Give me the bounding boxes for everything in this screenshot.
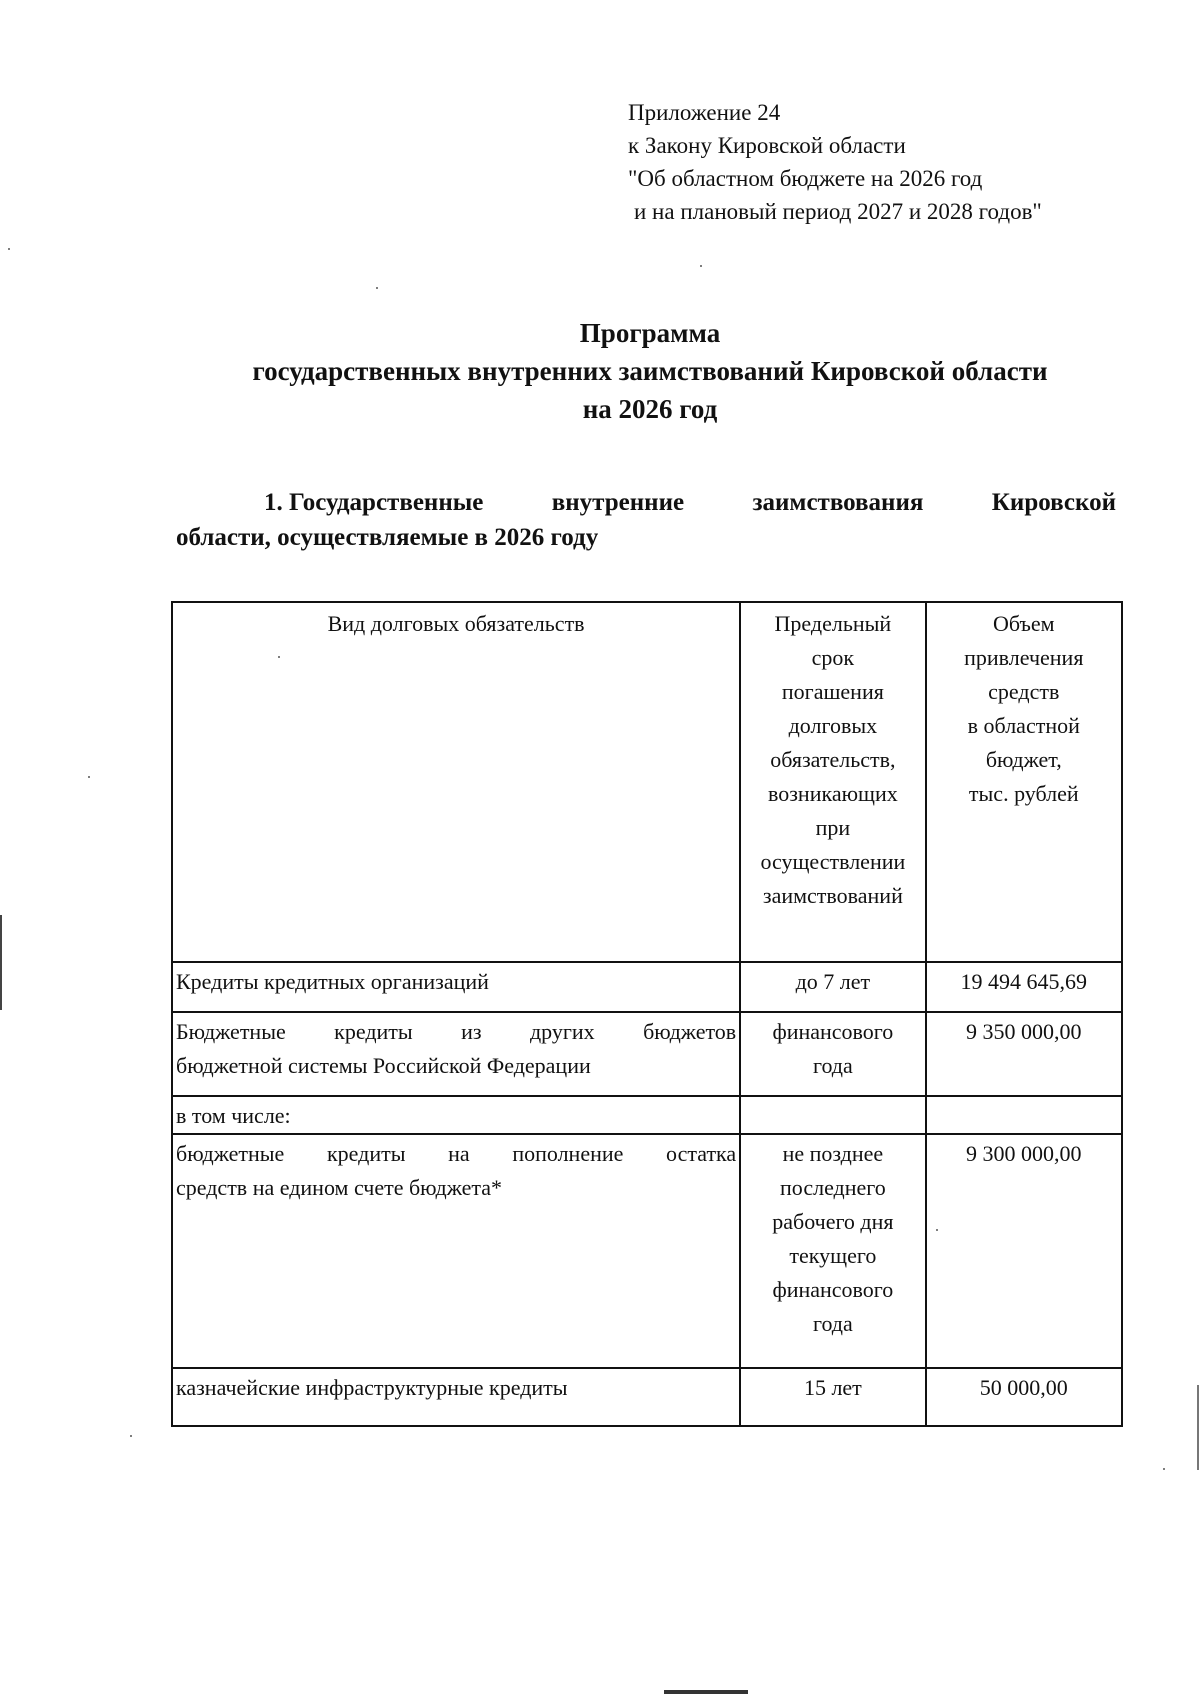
section-heading-line1: [176, 485, 1116, 520]
title-line-1: Программа: [579, 318, 721, 348]
scan-dot: [88, 776, 90, 778]
cell-volume: 9 350 000,00: [926, 1012, 1122, 1096]
borrowing-table: [171, 601, 1123, 1427]
table-row: [172, 962, 1122, 1012]
cell-repayment-term: 15 лет: [740, 1368, 925, 1426]
scan-dot: [130, 1435, 132, 1437]
appendix-law-reference: к Закону Кировской области: [628, 133, 906, 158]
table-row: [172, 1368, 1122, 1426]
cell-debt-type: казначейские инфраструктурные кредиты: [172, 1368, 740, 1426]
cell-repayment-term: [740, 1096, 925, 1134]
appendix-header: [628, 96, 1042, 228]
title-line-3: на 2026 год: [582, 394, 718, 424]
section-number-and-word: 1. Государственные: [264, 489, 484, 516]
table-header-row: [172, 602, 1122, 962]
table-row: [172, 1096, 1122, 1134]
cell-repayment-term: до 7 лет: [740, 962, 925, 1012]
cell-debt-type: Кредиты кредитных организаций: [172, 962, 740, 1012]
document-title: [160, 314, 1140, 428]
section-heading-line2: области, осуществляемые в 2026 году: [176, 524, 599, 551]
header-debt-type: Вид долговых обязательств: [172, 602, 740, 962]
section-word: заимствования: [752, 489, 924, 516]
header-volume: Объем привлечения средств в областной бюджет, тыс. рублей: [926, 602, 1122, 962]
scan-edge-artifact: [0, 915, 2, 1010]
scan-edge-artifact: [1197, 1385, 1199, 1470]
appendix-number: Приложение 24: [628, 100, 781, 125]
cell-volume: [926, 1096, 1122, 1134]
cell-volume: 50 000,00: [926, 1368, 1122, 1426]
title-line-2: государственных внутренних заимствований Кировской области: [252, 356, 1048, 386]
section-word: Кировской: [991, 489, 1116, 516]
scan-dot: [1163, 1468, 1165, 1470]
section-heading: [176, 485, 1116, 555]
cell-debt-type: Бюджетные кредиты из других бюджетов бюджетной системы Российской Федерации: [172, 1012, 740, 1096]
table-row: [172, 1134, 1122, 1368]
scan-dot: [376, 287, 378, 289]
scan-dot: [8, 248, 10, 250]
table-row: [172, 1012, 1122, 1096]
header-repayment-term: Предельный срок погашения долговых обязательств, возникающих при осуществлении заимствований: [740, 602, 925, 962]
scan-bottom-mark: [664, 1690, 748, 1694]
appendix-law-title-line2: и на плановый период 2027 и 2028 годов": [634, 199, 1042, 224]
cell-volume: 19 494 645,69: [926, 962, 1122, 1012]
cell-debt-type: в том числе:: [172, 1096, 740, 1134]
cell-debt-type: бюджетные кредиты на пополнение остатка средств на едином счете бюджета*: [172, 1134, 740, 1368]
scan-dot: [700, 265, 702, 267]
section-word: внутренние: [551, 489, 685, 516]
cell-volume: 9 300 000,00: [926, 1134, 1122, 1368]
appendix-law-title-line1: "Об областном бюджете на 2026 год: [628, 166, 983, 191]
cell-repayment-term: не позднее последнего рабочего дня текущего финансового года: [740, 1134, 925, 1368]
cell-repayment-term: финансового года: [740, 1012, 925, 1096]
